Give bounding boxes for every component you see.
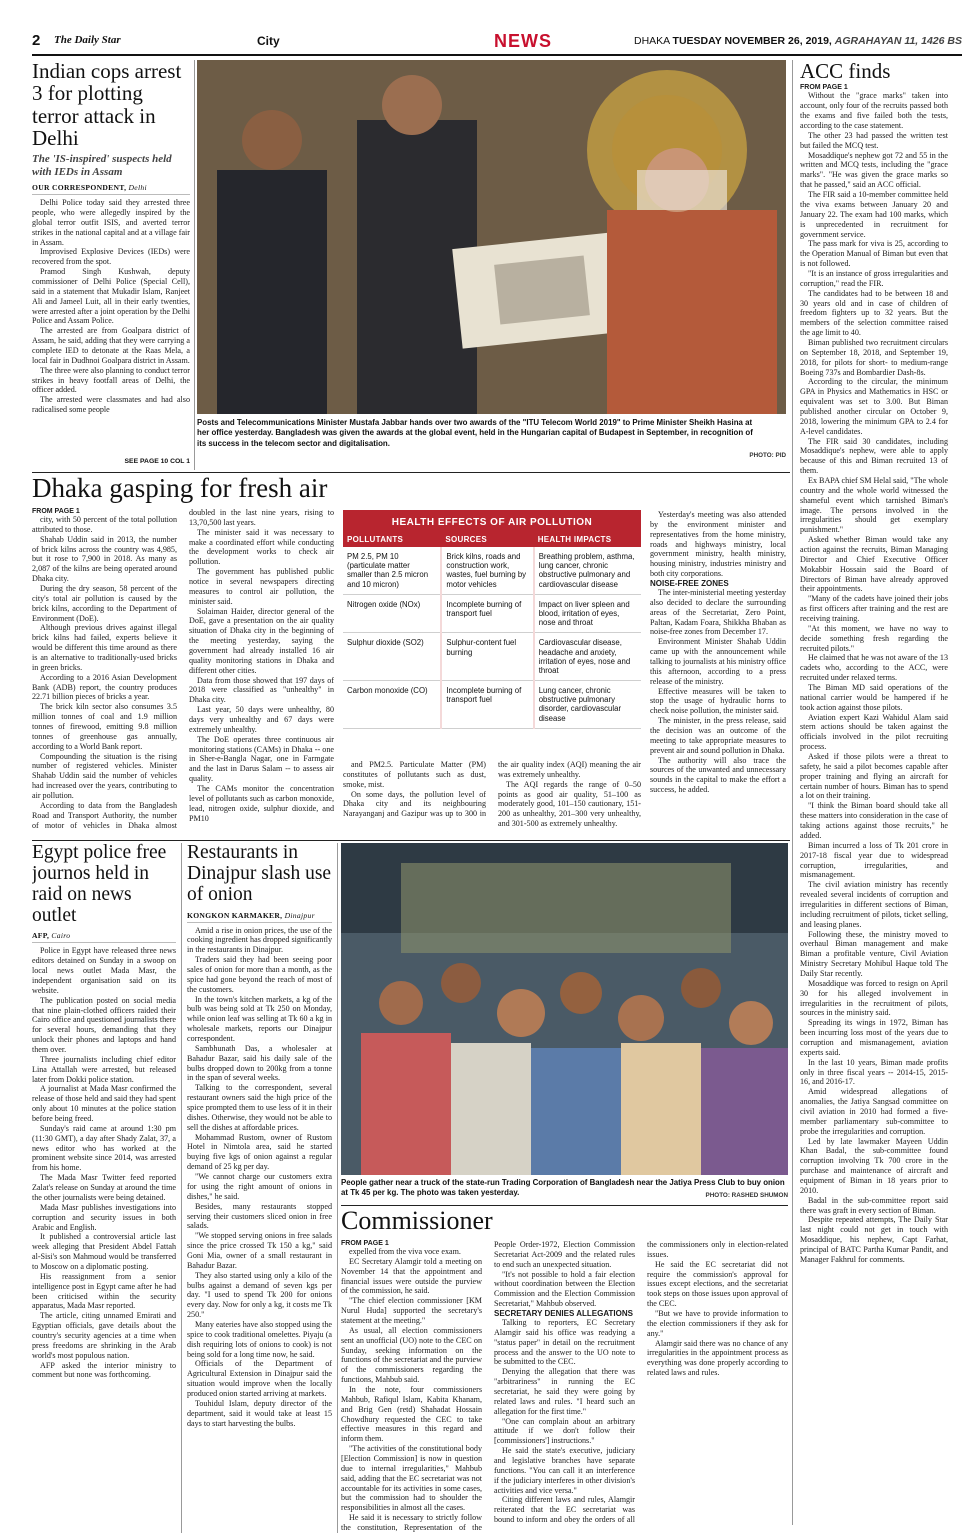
- photo-illustration: [197, 60, 786, 414]
- paragraph: "We cannot charge our customers extra for using the right amount of onions in dishes," he said.: [187, 1172, 332, 1201]
- paragraph: The civil aviation ministry has recently revealed several incidents of corruption and irregularities in different sections of Biman, including recruitment of pilots, ticket selling, and leasing planes.: [800, 880, 948, 929]
- paragraph: Sunday's raid came at around 1:30 pm (11:30 GMT), a day after Shady Zalat, 37, a news editor who has worked at the prominent website since 2014, was arrested from his home.: [32, 1123, 176, 1173]
- page-header: [32, 28, 962, 56]
- paragraph: "The chief election commissioner [KM Nurul Huda] supported the secretary's statement at the meeting.": [341, 1296, 482, 1326]
- paragraph: He claimed that he was not aware of the 13 cadets who, according to the ACC, were recruited under relaxed terms.: [800, 653, 948, 683]
- paragraph: Ex BAPA chief SM Helal said, "The whole country and the whole world witnessed the shameful event which tarnished Biman's image. The persons involved in the irregularities should get exemplary punishment.": [800, 475, 948, 535]
- byline-onion: [187, 911, 332, 923]
- paragraph: Yesterday's meeting was also attended by the environment minister and representatives from the home ministry, roads and highways ministry, local government ministry, health ministry, housing ministry, industries ministry and both city corporations.: [650, 510, 786, 579]
- paragraph: During the dry season, 58 percent of the city's total air pollution is caused by the brick kilns, according to the Department of Environment (DoE).: [32, 584, 177, 623]
- byline-name: OUR CORRESPONDENT,: [32, 183, 127, 193]
- byline-name: KONGKON KARMAKER,: [187, 910, 283, 920]
- paragraph: He said the EC secretariat did not require the commission's approval for issues except elections, and the secretariat took steps on those issues upon approval of the CEC.: [647, 1259, 788, 1309]
- table-cell: Incomplete burning of transport fuel: [441, 681, 533, 729]
- column-divider: [194, 60, 195, 470]
- paragraph: According to data from the Bangladesh Road and Transport Authority, the number of motor of vehicles in Dhaka almost doubled in the last nine years, rising to 13,70,500 last years.: [32, 508, 334, 830]
- paragraph: The arrested were classmates and had also radicalised some people: [32, 395, 190, 415]
- paragraph: Spreading its wings in 1972, Biman has been incurring loss most of the years due to corruption and mismanagement, aviation experts said.: [800, 1018, 948, 1057]
- paragraph: Mosaddique's nephew got 72 and 55 in the written and MCQ tests, including the "grace marks". "He was given the grace marks so that he passed," said an ACC official.: [800, 150, 948, 190]
- paragraph: Environment Minister Shahab Uddin came up with the announcement while talking to journalists at his ministry office this afternoon, according to a press release of the ministry.: [650, 637, 786, 686]
- table-cell: Cardiovascular disease, headache and anxiety, irritation of eyes, nose and throat: [534, 633, 641, 681]
- section-divider: [341, 1205, 788, 1206]
- paragraph: The arrested are from Goalpara district of Assam, he said, adding that they were carrying a complete IED to detonate at the Raas Mela, a local fair in Dudhnoi Goalpara district in Assam.: [32, 326, 190, 365]
- paragraph: Asked if those pilots were a threat to safety, he said a pilot becomes capable after proper training and flying an aircraft for certain number of hours. Biman has to spend a lot on their training.: [800, 752, 948, 801]
- paragraph: The minister, in the press release, said the decision was an outcome of the meeting to take appropriate measures to prevent air and sound pollution in Dhaka.: [650, 716, 786, 755]
- column-divider: [337, 843, 338, 1533]
- paragraph: Despite repeated attempts, The Daily Star last night could not get in touch with Mosaddique, his nephew, Capt Farhat, principal of BATC Partha Kumar Pandit, and Manager Fakhrul for comments.: [800, 1215, 948, 1264]
- paragraph: The Biman MD said operations of the national carrier would be hampered if he took action against those pilots.: [800, 683, 948, 712]
- column-header: SOURCES: [441, 532, 533, 547]
- paragraph: According to the circular, the minimum GPA in Physics and Mathematics in HSC or equivalent was set to 3.00. But Biman published another circular on October 9, 2018, lowering the minimum GPA to 2.4 for A-level candidates.: [800, 377, 948, 436]
- photo-itu-award: [197, 60, 786, 414]
- column-divider: [792, 60, 793, 1525]
- story-onion: [187, 843, 332, 1533]
- paragraph: The inter-ministerial meeting yesterday also decided to declare the surrounding areas of the Secretariat, Zero Point, Paltan, Kadam Foara, Shikkha Bhaban as noise-free zones from December 17.: [650, 588, 786, 637]
- story-dhaka-mid: [343, 760, 641, 838]
- headline-indian-cops[interactable]: Indian cops arrest 3 for plotting terror attack in Delhi: [32, 60, 182, 151]
- subheading-secretary: SECRETARY DENIES ALLEGATIONS: [494, 1309, 633, 1319]
- byline-name: AFP,: [32, 931, 50, 941]
- paragraph: The FIR said 30 candidates, including Mosaddique's nephew, were able to apply because of this and Biman recruited 13 of them.: [800, 436, 948, 476]
- paragraph: According to a 2016 Asian Development Bank (ADB) report, the country produces 22.71 billion pieces of bricks a year.: [32, 672, 177, 702]
- paragraph: "At this moment, we have no way to decide something fresh regarding the recruited pilots.": [800, 623, 948, 653]
- headline-acc-finds[interactable]: ACC finds: [800, 60, 891, 83]
- paragraph: Effective measures will be taken to stop the usage of hydraulic horns to check noise pollution, the minister said.: [650, 686, 786, 716]
- table-cell: Nitrogen oxide (NOx): [343, 594, 441, 633]
- paragraph: Mosaddique was forced to resign on April 30 for his alleged involvement in irregularities in the recruitment of pilots, sources in the ministry said.: [800, 978, 948, 1018]
- story-commissioner: [341, 1240, 788, 1536]
- paragraph: Following these, the ministry moved to overhaul Biman management and make Biman a profitable venture, Civil Aviation Ministry Secretary Mohibul Haque told The Daily Star recently.: [800, 929, 948, 978]
- paragraph: The AQI regards the range of 0–50 points as good air quality, 51–100 as moderately good, 101–150 cautionary, 151-200 as unhealthy, 201–300 very unhealthy, and 301-500 as extremely unhealthy.: [498, 779, 641, 829]
- paragraph: Improvised Explosive Devices (IEDs) were recovered from the spot.: [32, 247, 190, 267]
- table-cell: Breathing problem, asthma, lung cancer, chronic obstructive pulmonary and cardiovascular disease: [534, 547, 641, 594]
- paragraph: He said the state's executive, judiciary and legislative branches have separate functions. "You can call it an interference if the judiciary interferes in other division's activities and vice versa.": [494, 1446, 635, 1495]
- paragraph: In the last 10 years, Biman made profits only in three fiscal years -- 2014-15, 2015-16, and 2016-17.: [800, 1057, 948, 1087]
- body-indian-cops: [32, 198, 190, 415]
- paragraph: The government has published public notice in several newspapers directing measures to control air pollution, the minister said.: [189, 567, 334, 606]
- jump-link-cops[interactable]: SEE PAGE 10 COL 1: [124, 458, 190, 465]
- paragraph: Besides, many restaurants stopped serving their customers sliced onion in free salads.: [187, 1201, 332, 1231]
- table-row: [343, 633, 641, 681]
- paragraph: The candidates had to be between 18 and 30 years old and in case of children of freedom fighters up to 32 years. But the members of the selection committee raised the age limit to 40.: [800, 288, 948, 338]
- body-egypt: [32, 946, 176, 1380]
- table-row: [343, 594, 641, 633]
- paragraph: city, with 50 percent of the total pollution attributed to those.: [32, 515, 177, 534]
- paragraph: AFP asked the interior ministry to comment but none was forthcoming.: [32, 1360, 176, 1380]
- dateline-bangla: AGRAHAYAN 11, 1426 BS: [834, 35, 962, 47]
- table-cell: Brick kilns, roads and construction work, wastes, fuel burning by motor vehicles: [441, 547, 533, 594]
- paragraph: and PM2.5. Particulate Matter (PM) constitutes of pollutants such as dust, smoke, mist.: [343, 760, 486, 789]
- table-cell: Impact on liver spleen and blood, irritation of eyes, nose and throat: [534, 594, 641, 633]
- paragraph: Compounding the situation is the rising number of registered vehicles. Minister Shahab Uddin said the number of vehicles had increased over the years, contributing to air pollution.: [32, 751, 177, 801]
- dateline-city: DHAKA: [634, 35, 670, 47]
- byline-place: Dinajpur: [284, 910, 315, 920]
- table-cell: Incomplete burning of transport fuel: [441, 594, 533, 633]
- paragraph: His reassignment from a senior intelligence post in Egypt came after he had been criticised within the security apparatus, Mada Masr reported.: [32, 1271, 176, 1311]
- paragraph: Mohammad Rustom, owner of Rustom Hotel in Nimtola area, said he started buying five kgs of onion against a regular demand of 25 kg per day.: [187, 1132, 332, 1172]
- byline-place: Cairo: [51, 931, 71, 941]
- table-cell: Lung cancer, chronic obstructive pulmonary disorder, cardiovascular disease: [534, 681, 641, 729]
- paragraph: Officials of the Department of Agricultural Extension in Dinajpur said the situation would improve when the locally produced onion started arriving at markets.: [187, 1359, 332, 1398]
- health-effects-table: [343, 510, 641, 756]
- paragraph: Many eateries have also stopped using the spice to cook traditional omelettes. Piyaju (a dish requiring lots of onions to cook) is not being sold for a long time now, he said.: [187, 1319, 332, 1359]
- table-title: HEALTH EFFECTS OF AIR POLLUTION: [343, 513, 641, 532]
- photo-credit-itu: PHOTO: PID: [749, 452, 786, 459]
- paragraph: The brick kiln sector also consumes 3.5 million tonnes of coal and 1.9 million tonnes of firewood, emitting 9.8 million tonnes of greenhouse gas annually, according to a World Bank report.: [32, 702, 177, 751]
- headline-wrap-commissioner: [341, 1207, 788, 1239]
- column-divider: [181, 843, 182, 1533]
- paragraph: expelled from the viva voce exam.: [349, 1247, 461, 1256]
- photo-credit-onion: PHOTO: RASHED SHUMON: [705, 1192, 788, 1199]
- photo-illustration: [341, 843, 788, 1175]
- subheading-noise-free: NOISE-FREE ZONES: [650, 579, 729, 589]
- paragraph: Denying the allegation that there was "arbitrariness" in running the EC secretariat, he said they were going by related laws and rules. "I heard such an allegation for the first time.": [494, 1367, 635, 1416]
- photo-caption-itu: Posts and Telecommunications Minister Mustafa Jabbar hands over two awards of the "ITU Telecom World 2019" to Prime Minister Sheikh Hasina at her office yesterday. Bangladesh was given the awards at the global event, held in the Hungarian capital of Budapest in September, in recognition of its success in the telecom sector and digitalisation.: [197, 418, 753, 448]
- paragraph: Amid a rise in onion prices, the use of the cooking ingredient has dropped significantly in the restaurants in Dinajpur.: [187, 925, 332, 955]
- paragraph: "One can complain about an arbitrary attitude if we don't follow their [commissioners'] instructions.": [494, 1416, 635, 1446]
- byline-egypt: [32, 931, 176, 943]
- paragraph: Asked whether Biman would take any action against the recruits, Biman Managing Director and Chief Executive Officer Mokabbir Hossain said the Board of Directors of Biman have already approved their appointments.: [800, 535, 948, 594]
- paragraph: "But we have to provide information to the election commissioners if they ask for any.": [647, 1309, 788, 1338]
- body-dhaka-left: [32, 508, 334, 838]
- headline-onion[interactable]: Restaurants in Dinajpur slash use of onion: [187, 843, 332, 905]
- paragraph: They also started using only a kilo of the bulbs against a demand of seven kgs per day. "I used to spend Tk 200 for onions every day. Now for only a kg, it costs me Tk 250.": [187, 1270, 332, 1320]
- body-acc-finds: [800, 84, 948, 1264]
- table-cell: Sulphur-content fuel burning: [441, 633, 533, 681]
- paragraph: The three were also planning to conduct terror strikes in heavy footfall areas of Delhi, the officer added.: [32, 365, 190, 395]
- dateline: [634, 35, 962, 47]
- paragraph: Alamgir said there was no chance of any irregularities in the appointment process as everything was done properly according to related laws and rules.: [647, 1338, 788, 1378]
- body-commissioner: [341, 1240, 788, 1536]
- paragraph: Shahab Uddin said in 2013, the number of brick kilns across the country was 4,985, but it rose to 7,900 in 2018. As many as 2,087 of the kilns are being operated around Dhaka city.: [32, 534, 177, 584]
- paragraph: EC Secretary Alamgir told a meeting on November 14 that the appointment and financial issues were outside the purview of the commission, he said.: [341, 1256, 482, 1296]
- paragraph: Citing different laws and rules, Alamgir reiterated that the EC secretariat was bound to inform and obey the orders of all the commissioners only in election-related issues.: [494, 1240, 788, 1525]
- paragraph: Aviation expert Kazi Wahidul Alam said stern actions should be taken against the officials involved in the pilot recruiting process.: [800, 712, 948, 752]
- paragraph: It published a controversial article last week alleging that President Abdel Fattah al-Sisi's son Mahmoud would be transferred to Moscow on a diplomatic posting.: [32, 1232, 176, 1271]
- from-page-label: FROM PAGE 1: [32, 508, 80, 515]
- paragraph: "I think the Biman board should take all these matters into consideration in the case of taking actions against those recruits," he added.: [800, 801, 948, 840]
- body-onion: [187, 926, 332, 1429]
- health-table-grid: [343, 532, 641, 729]
- paragraph: The article, citing unnamed Emirati and Egyptian officials, gave details about the country's security agencies at a time when press freedoms are shrinking in the Arab world's most populous nation.: [32, 1311, 176, 1360]
- story-egypt: [32, 843, 176, 1533]
- headline-wrap-dhaka: [32, 474, 790, 508]
- paragraph: On some days, the pollution level of Dhaka city and its neighbouring Narayanganj and Gazipur was up to 300 in the air quality index (AQI) meaning the air was extremely unhealthy.: [343, 760, 641, 819]
- paragraph: Biman published two recruitment circulars on September 18, 2018, and September 19, 2018, for pilots for short- to medium-range Boeing 737s and Bombardier Dash-8s.: [800, 337, 948, 377]
- section-label: City: [257, 34, 280, 48]
- from-page-label: FROM PAGE 1: [341, 1240, 389, 1247]
- paragraph: The Mada Masr Twitter feed reported Zalat's release on Sunday at around the time the other journalists were being detained.: [32, 1173, 176, 1202]
- table-row: [343, 547, 641, 594]
- masthead: The Daily Star: [54, 34, 121, 46]
- story-dhaka-right: [650, 510, 786, 840]
- section-divider: [32, 472, 790, 473]
- table-cell: Sulphur dioxide (SO2): [343, 633, 441, 681]
- deck-indian-cops: The 'IS-inspired' suspects held with IEDs in Assam: [32, 152, 172, 178]
- table-cell: PM 2.5, PM 10 (particulate matter smaller than 2.5 micron and 10 micron): [343, 547, 441, 594]
- column-header: POLLUTANTS: [343, 532, 441, 547]
- paragraph: The FIR said a 10-member committee held the viva exams between January 20 and January 22. The exam had 100 marks, which is unprecedented in recruitment for government service.: [800, 190, 948, 239]
- paragraph: As usual, all election commissioners sent an unofficial (UO) note to the CEC on Sunday, seeking information on the functions of the secretariat and the purview of the commissioners regarding the functions, Mahbub said.: [341, 1325, 482, 1385]
- body-dhaka-right: [650, 510, 786, 795]
- paragraph: The pass mark for viva is 25, according to the Operation Manual of Biman but even that is not followed.: [800, 239, 948, 269]
- paragraph: "Many of the cadets have joined their jobs as first officers after training and the rest are receiving training.: [800, 594, 948, 624]
- paragraph: "The activities of the constitutional body [Election Commission] is now in question due to internal irregularities," Mahbub said, adding that the EC secretariat was not accountable for its activities in some cases, but the commission had to shoulder the responsibilities in almost all the cases.: [341, 1444, 482, 1513]
- paragraph: Police in Egypt have released three news editors detained on Sunday in a swoop on local news outlet Mada Masr, the independent organisation said on its website.: [32, 946, 176, 995]
- page-number: 2: [32, 32, 41, 49]
- category-label: NEWS: [494, 31, 552, 51]
- paragraph: The other 23 had passed the written test but failed the MCQ test.: [800, 130, 948, 150]
- paragraph: The CAMs monitor the concentration level of pollutants such as carbon monoxide, lead, nitrogen oxide, sulphur dioxide, and PM10: [189, 784, 334, 823]
- dateline-date: TUESDAY NOVEMBER 26, 2019,: [672, 35, 832, 47]
- paragraph: Delhi Police today said they arrested three people, who were allegedly inspired by the global terror outfit ISIS, and averted terror strikes in the national capital and at a village fair in Assam.: [32, 198, 190, 247]
- paragraph: Solaiman Haider, director general of the DoE, gave a presentation on the air quality situation of Dhaka city in the beginning of the meeting yesterday, saying the government had already installed 16 air quality monitoring stations in Dhaka and different other cities.: [189, 606, 334, 675]
- paragraph: Touhidul Islam, deputy director of the department, said it would take at least 15 days to start harvesting the bulbs.: [187, 1398, 332, 1428]
- body-dhaka-mid: [343, 760, 641, 838]
- paragraph: The minister said it was necessary to make a coordinated effort while conducting the development works to check air pollution.: [189, 527, 334, 567]
- column-header: HEALTH IMPACTS: [534, 532, 641, 547]
- paragraph: The publication posted on social media that nine plain-clothed officers raided their Cairo office and questioned journalists there for several hours, demanding that they unlock their phones and laptops and hand them over.: [32, 995, 176, 1055]
- paragraph: In the note, four commissioners Mahbub, Rafiqul Islam, Kabita Khanam, and Brig Gen (retd) Shahadat Hossain Chowdhury requested the CEC to take effective measures in this regard and inform them.: [341, 1385, 482, 1444]
- paragraph: Last year, 50 days were unhealthy, 80 days very unhealthy and 67 days were extremely unhealthy.: [189, 705, 334, 734]
- paragraph: In the town's kitchen markets, a kg of the bulb was being sold at Tk 250 on Monday, while onion leaf was selling at Tk 60 a kg in wholesale markets, reports our Dinajpur correspondent.: [187, 994, 332, 1044]
- paragraph: "We stopped serving onions in free salads since the price crossed Tk 150 a kg," said Goni Mia, owner of a small restaurant in Bahadur Bazar.: [187, 1231, 332, 1270]
- paragraph: Talking to reporters, EC Secretary Alamgir said his office was readying a "status paper" in detail on the recruitment process and the answer to the UO note to be submitted to the CEC.: [494, 1318, 635, 1367]
- story-acc-finds: [800, 60, 948, 1538]
- photo-onion-crowd: [341, 843, 788, 1175]
- paragraph: Badal in the sub-committee report said there was graft in every section of Biman.: [800, 1195, 948, 1215]
- from-page-label: FROM PAGE 1: [800, 84, 848, 92]
- byline-place: Delhi: [128, 183, 147, 193]
- paragraph: Sambhunath Das, a wholesaler at Bahadur Bazar, said his daily sale of the bulbs dropped down to 200kg from a tonne in the span of several weeks.: [187, 1043, 332, 1083]
- section-divider: [32, 840, 790, 841]
- paragraph: Amid widespread allegations of anomalies, the Jatiya Sangsad committee on civil aviation in 2010 had formed a five-member parliamentary sub-committee to probe the irregularities and corruption.: [800, 1087, 948, 1136]
- paragraph: A journalist at Mada Masr confirmed the release of those held and said they had spent only about 10 minutes at the police station before being freed.: [32, 1084, 176, 1124]
- paragraph: Data from those showed that 197 days of 2018 were classified as "unhealthy" in Dhaka city.: [189, 675, 334, 705]
- headline-egypt[interactable]: Egypt police free journos held in raid on news outlet: [32, 843, 167, 926]
- paragraph: Traders said they had been seeing poor sales of onion for more than a month, as the spice had gone beyond the reach of most of the customers.: [187, 955, 332, 994]
- paragraph: Biman incurred a loss of Tk 201 crore in 2017-18 fiscal year due to widespread corruption, irregularities, and mismanagement.: [800, 840, 948, 880]
- table-header-row: [343, 532, 641, 547]
- table-row: [343, 681, 641, 729]
- table-cell: Carbon monoxide (CO): [343, 681, 441, 729]
- paragraph: Led by late lawmaker Mayeen Uddin Khan Badal, the sub-committee found corruption involving Tk 700 crore in the purchase and maintenance of aircraft and equipment of Biman in 18 years prior to 2010.: [800, 1136, 948, 1195]
- paragraph: Without the "grace marks" taken into account, only four of the recruits passed both the exams and five failed both the tests, according to the case statement.: [800, 91, 948, 131]
- headline-dhaka-air[interactable]: Dhaka gasping for fresh air: [32, 474, 328, 503]
- paragraph: Pramod Singh Kushwah, deputy commissioner of Delhi Police (Special Cell), said in a statement that Mukadir Islam, Ranjeet Ali and Jameel Luit, all in their early twenties, were arrested after a joint operation by the Delhi Police and Assam Police.: [32, 267, 190, 326]
- paragraph: Although previous drives against illegal brick kilns had failed, experts believe it would be different this time around as there is an alternative to traditionally-used bricks in green bricks.: [32, 623, 177, 672]
- story-dhaka-left: [32, 508, 334, 838]
- paragraph: The authority will also trace the sources of the unwanted and unnecessary sounds in the capital to make the effort a success, he added.: [650, 755, 786, 795]
- photo-caption-onion: People gather near a truck of the state-run Trading Corporation of Bangladesh near the Jatiya Press Club to buy onion at Tk 45 per kg. The photo was taken yesterday.: [341, 1178, 785, 1198]
- paragraph: Three journalists including chief editor Lina Attallah were arrested, but released later from Dokki police station.: [32, 1054, 176, 1084]
- headline-commissioner[interactable]: Commissioner: [341, 1207, 493, 1235]
- paragraph: "It is an instance of gross irregularities and corruption," read the FIR.: [800, 268, 948, 288]
- paragraph: The DoE operates three continuous air monitoring stations (CAMs) in Dhaka -- one in Sher-e-Bangla Nagar, one in Farmgate and the last in Darus Salam -- to assess air quality.: [189, 734, 334, 784]
- paragraph: Talking to the correspondent, several restaurant owners said the high price of the spice prompted them to use less of it in their dishes. Otherwise, they would not be able to sell the dishes at affordable prices.: [187, 1083, 332, 1132]
- paragraph: "It's not possible to hold a fair election without coordination between the Election Commission and the Election Commission Secretariat," Mahbub observed.: [494, 1269, 635, 1309]
- story-indian-cops: [32, 60, 190, 468]
- paragraph: Mada Masr publishes investigations into corruption and security issues in both Arabic and English.: [32, 1202, 176, 1232]
- paragraph: He said it is necessary to strictly follow the constitution, Representation of the People Order-1972, Election Commission Secretariat Act-2009 and the related rules to end such an unexpected situation.: [341, 1240, 635, 1533]
- byline-indian-cops: [32, 183, 190, 195]
